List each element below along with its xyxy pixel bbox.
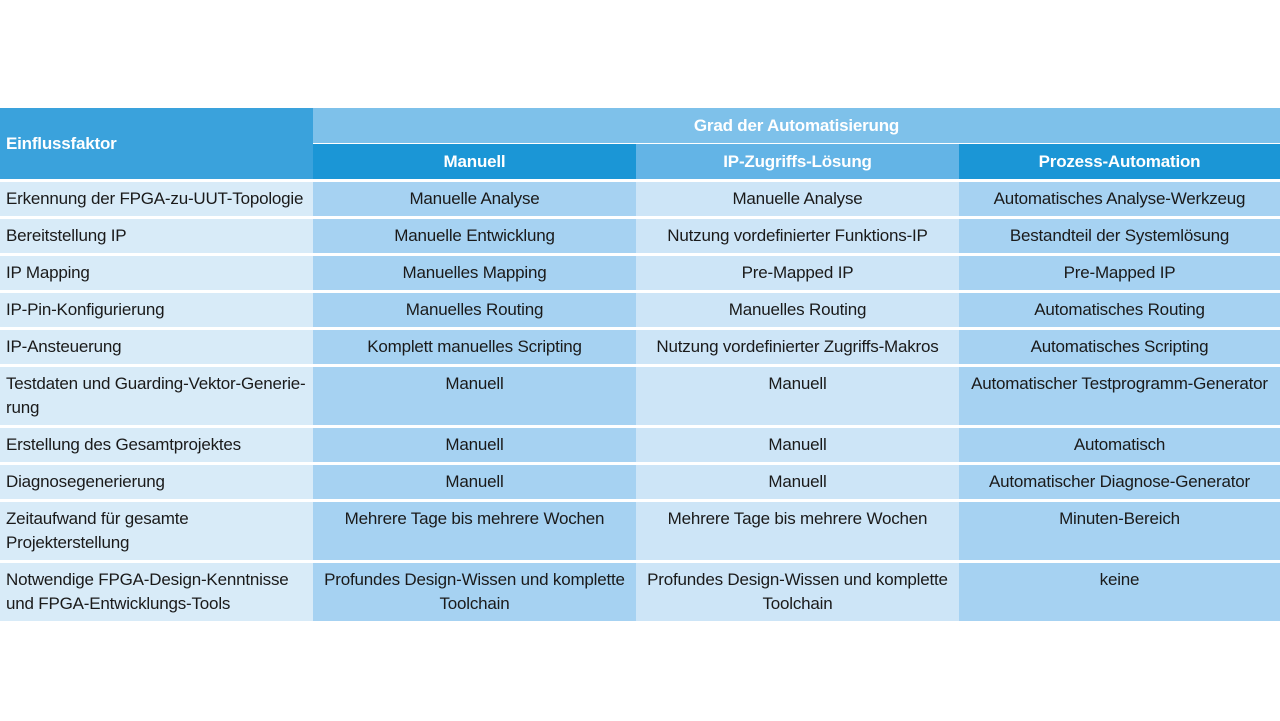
manuell-cell: Manuelles Mapping (313, 256, 636, 293)
prozess-cell: Automatisches Analyse-Werkzeug (959, 182, 1280, 219)
prozess-cell: Automatischer Testprogramm-Generator (959, 367, 1280, 428)
column-header-ip-zugriff: IP-Zugriffs-Lösung (636, 144, 959, 182)
manuell-cell: Manuell (313, 428, 636, 465)
prozess-cell: Bestandteil der Systemlösung (959, 219, 1280, 256)
manuell-cell: Mehrere Tage bis mehrere Wochen (313, 502, 636, 563)
column-header-prozess-automation: Prozess-Automation (959, 144, 1280, 182)
ip-cell: Nutzung vordefinierter Funktions-IP (636, 219, 959, 256)
factor-cell: IP-Ansteuerung (0, 330, 313, 367)
manuell-cell: Profundes Design-Wissen und komplette Toolchain (313, 563, 636, 624)
factor-cell: IP Mapping (0, 256, 313, 293)
manuell-cell: Manuelle Analyse (313, 182, 636, 219)
ip-cell: Manuell (636, 367, 959, 428)
prozess-cell: Automatisches Scripting (959, 330, 1280, 367)
ip-cell: Nutzung vordefinierter Zugriffs-Makros (636, 330, 959, 367)
manuell-cell: Manuell (313, 465, 636, 502)
factor-column-header: Einflussfaktor (0, 108, 313, 182)
factor-cell: Erkennung der FPGA-zu-UUT-Topologie (0, 182, 313, 219)
ip-cell: Manuelle Analyse (636, 182, 959, 219)
ip-cell: Manuell (636, 428, 959, 465)
prozess-cell: Minuten-Bereich (959, 502, 1280, 563)
table-row (0, 182, 1280, 219)
ip-cell: Manuelles Routing (636, 293, 959, 330)
prozess-cell: keine (959, 563, 1280, 624)
ip-cell: Mehrere Tage bis mehrere Wochen (636, 502, 959, 563)
column-header-manuell: Manuell (313, 144, 636, 182)
table-row (0, 219, 1280, 256)
factor-cell: Notwendige FPGA-Design-Kenntnisse und FPGA-Entwicklungs-Tools (0, 563, 313, 624)
factor-cell: Zeitaufwand für gesamte Projekterstellung (0, 502, 313, 563)
factor-cell: Diagnosegenerierung (0, 465, 313, 502)
table-row (0, 256, 1280, 293)
factor-cell: IP-Pin-Konfigurierung (0, 293, 313, 330)
prozess-cell: Automatischer Diagnose-Generator (959, 465, 1280, 502)
table-row (0, 330, 1280, 367)
manuell-cell: Komplett manuelles Scripting (313, 330, 636, 367)
prozess-cell: Pre-Mapped IP (959, 256, 1280, 293)
manuell-cell: Manuelles Routing (313, 293, 636, 330)
table-row (0, 563, 1280, 624)
table-row (0, 428, 1280, 465)
automation-group-header: Grad der Automatisierung (313, 108, 1280, 144)
factor-cell: Bereitstellung IP (0, 219, 313, 256)
table-row (0, 465, 1280, 502)
prozess-cell: Automatisch (959, 428, 1280, 465)
table-row (0, 502, 1280, 563)
comparison-table (0, 108, 1280, 624)
factor-cell: Testdaten und Guarding-Vektor-Generie-rung (0, 367, 313, 428)
table-row (0, 367, 1280, 428)
ip-cell: Profundes Design-Wissen und komplette Toolchain (636, 563, 959, 624)
manuell-cell: Manuell (313, 367, 636, 428)
prozess-cell: Automatisches Routing (959, 293, 1280, 330)
manuell-cell: Manuelle Entwicklung (313, 219, 636, 256)
ip-cell: Manuell (636, 465, 959, 502)
ip-cell: Pre-Mapped IP (636, 256, 959, 293)
table-row (0, 293, 1280, 330)
factor-cell: Erstellung des Gesamtprojektes (0, 428, 313, 465)
comparison-table-container (0, 108, 1280, 624)
